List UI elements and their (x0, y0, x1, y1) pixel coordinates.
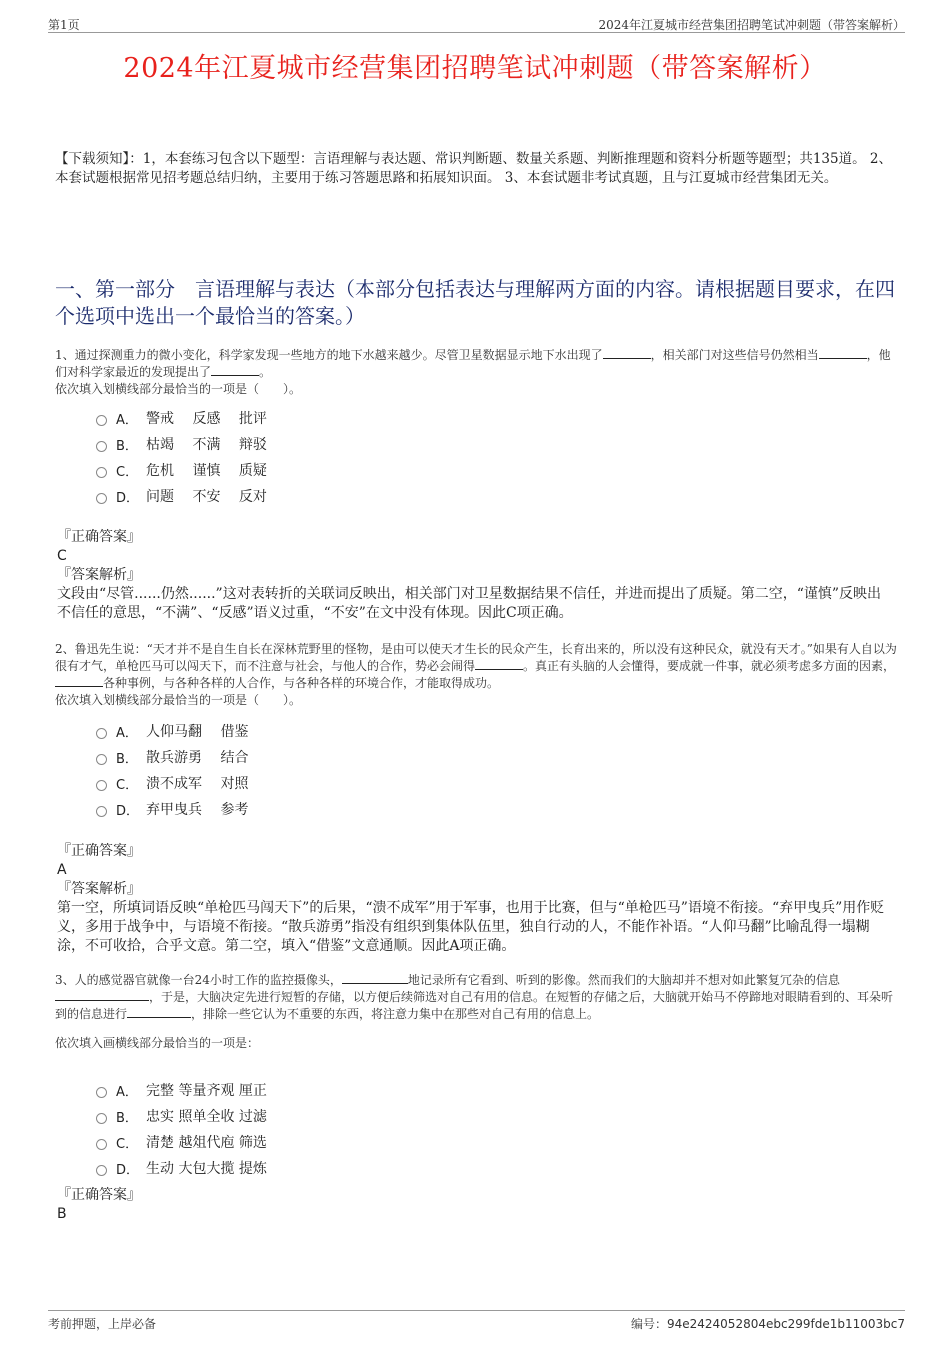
radio-icon[interactable] (96, 1139, 107, 1150)
document-title: 2024年江夏城市经营集团招聘笔试冲刺题（带答案解析） (123, 53, 827, 84)
answer-label: 『正确答案』 (57, 1187, 141, 1203)
option-c[interactable]: C． 溃不成军 对照 (96, 770, 248, 796)
option-a[interactable]: A． 警戒 反感 批评 (96, 405, 267, 431)
option-c[interactable]: C． 清楚 越俎代庖 筛选 (96, 1129, 267, 1155)
blank-line (55, 1000, 149, 1001)
question-instruction: 依次填入画横线部分最恰当的一项是： (55, 1036, 260, 1050)
option-b[interactable]: B． 忠实 照单全收 过滤 (96, 1103, 267, 1129)
blank-line (819, 358, 867, 359)
analysis-text: 第一空，所填词语反映“单枪匹马闯天下”的后果，“溃不成军”用于军事，也用于比赛，但与“单枪匹马”语境不衔接。“弃甲曳兵”用作贬义，多用于战争中，与语境不衔接。“散兵游勇”指没有组织到集体队伍里，独自行动的人，不能作补语。“人仰马翻”比喻乱得一塌糊涂，不可收拾，合乎文意。第二空，填入“借鉴”文意通顺。因此A项正确。 (57, 900, 885, 954)
blank-line (211, 375, 259, 376)
option-b[interactable]: B． 枯竭 不满 辩驳 (96, 431, 267, 457)
options-q2 (96, 718, 248, 822)
answer-block-1 (57, 528, 887, 623)
radio-icon[interactable] (96, 441, 107, 452)
correct-answer: A (57, 862, 67, 878)
blank-line (342, 983, 408, 984)
radio-icon[interactable] (96, 780, 107, 791)
option-b[interactable]: B． 散兵游勇 结合 (96, 744, 248, 770)
radio-icon[interactable] (96, 467, 107, 478)
option-a[interactable]: A． 人仰马翻 借鉴 (96, 718, 248, 744)
blank-line (55, 686, 103, 687)
page-header (48, 14, 905, 33)
blank-line (475, 669, 523, 670)
footer-slogan: 考前押题，上岸必备 (48, 1317, 157, 1331)
question-stem: 2、鲁迅先生说：“天才并不是自生自长在深林荒野里的怪物，是由可以使天才生长的民众产生，长育出来的，所以没有这种民众，就没有天才。”如果有人自以为很有才气，单枪匹马可以闯天下，而不注意与社会，与他人的合作，势必会闹得 。真正有头脑的人会懂得，要成就一件事，就必须考虑多方面的因素，各种事例，与各种各样的人合作，与各种各样的环境合作，才能取得成功。 (55, 642, 897, 690)
answer-label: 『正确答案』 (57, 843, 141, 859)
option-d[interactable]: D． 弃甲曳兵 参考 (96, 796, 248, 822)
options-q3 (96, 1077, 267, 1181)
question-stem: 1、通过探测重力的微小变化，科学家发现一些地方的地下水越来越少。尽管卫星数据显示地下水出现了 ，相关部门对这些信号仍然相当 ，他们对科学家最近的发现提出了 。 (55, 348, 891, 379)
section-heading: 一、第一部分 言语理解与表达（本部分包括表达与理解两方面的内容。请根据题目要求，在四个选项中选出一个最恰当的答案。） (55, 277, 895, 328)
header-doc-title: 2024年江夏城市经营集团招聘笔试冲刺题（带答案解析） (598, 18, 905, 32)
analysis-text: 文段由“尽管......仍然......”这对表转折的关联词反映出，相关部门对卫星数据结果不信任，并进而提出了质疑。第二空，“谨慎”反映出不信任的意思，“不满”、“反感”语义过重，“不安”在文中没有体现。因此C项正确。 (57, 586, 882, 621)
blank-line (127, 1017, 191, 1018)
options-q1 (96, 405, 267, 509)
correct-answer: B (57, 1206, 67, 1222)
download-notice: 【下载须知】：1，本套练习包含以下题型：言语理解与表达题、常识判断题、数量关系题、判断推理题和资料分析题等题型；共135道。 2、本套试题根据常见招考题总结归纳，主要用于练习答题思路和拓展知识面。 3、本套试题非考试真题，且与江夏城市经营集团无关。 (55, 151, 892, 186)
radio-icon[interactable] (96, 1165, 107, 1176)
question-3 (55, 972, 900, 1052)
question-2 (55, 641, 900, 709)
answer-block-3 (57, 1186, 887, 1224)
question-instruction: 依次填入划横线部分最恰当的一项是（ ）。 (55, 382, 302, 396)
radio-icon[interactable] (96, 754, 107, 765)
analysis-label: 『答案解析』 (57, 567, 141, 583)
correct-answer: C (57, 548, 67, 564)
page-number: 第1页 (48, 18, 80, 32)
blank-line (603, 358, 651, 359)
answer-block-2 (57, 842, 887, 956)
answer-label: 『正确答案』 (57, 529, 141, 545)
question-1 (55, 347, 900, 398)
option-d[interactable]: D． 问题 不安 反对 (96, 483, 267, 509)
radio-icon[interactable] (96, 1087, 107, 1098)
page-footer (48, 1310, 905, 1331)
radio-icon[interactable] (96, 415, 107, 426)
option-d[interactable]: D． 生动 大包大揽 提炼 (96, 1155, 267, 1181)
analysis-label: 『答案解析』 (57, 881, 141, 897)
question-stem: 3、人的感觉器官就像一台24小时工作的监控摄像头， 地记录所有它看到、听到的影像。然而我们的大脑却并不想对如此繁复冗杂的信息，于是，大脑决定先进行短暂的存储，以方便后续筛选对自己有用的信息。在短暂的存储之后，大脑就开始马不停蹄地对眼睛看到的、耳朵听到的信息进行 ，排除一些它认为不重要的东西，将注意力集中在那些对自己有用的信息上。 (55, 973, 894, 1021)
question-instruction: 依次填入划横线部分最恰当的一项是（ ）。 (55, 693, 302, 707)
option-a[interactable]: A． 完整 等量齐观 厘正 (96, 1077, 267, 1103)
radio-icon[interactable] (96, 806, 107, 817)
document-code: 编号：94e2424052804ebc299fde1b11003bc7 (630, 1317, 905, 1331)
option-c[interactable]: C． 危机 谨慎 质疑 (96, 457, 267, 483)
radio-icon[interactable] (96, 728, 107, 739)
radio-icon[interactable] (96, 493, 107, 504)
radio-icon[interactable] (96, 1113, 107, 1124)
